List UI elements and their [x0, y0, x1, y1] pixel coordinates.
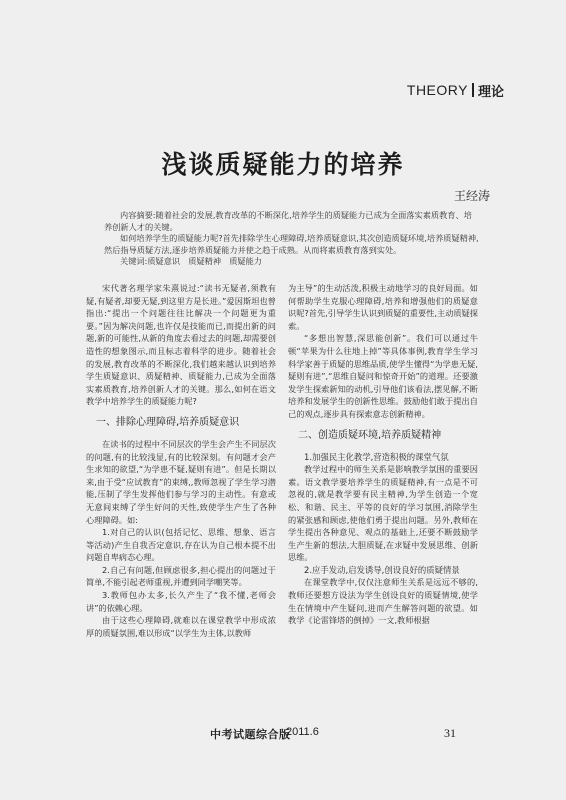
section-divider [472, 83, 474, 97]
section-label-en: THEORY [406, 82, 468, 98]
section-heading-1: 一、排除心理障碍,培养质疑意识 [96, 416, 240, 428]
paragraph: 教学过程中的师生关系是影响教学氛围的重要因素。语文教学要培养学生的质疑精神,有一点是不可忽视的,就是教学要有民主精神,为学生创造一个宽松、和谐、民主、平等的良好的学习氛围,消除学生的紧张感和顾虑,使他们勇于提出问题。另外,教师在学生提出各种意见、观点的基础上,还要不断鼓励学生产生新的想法,大胆质疑,在求疑中发展思维、创新思维。 [288, 464, 478, 563]
section-header [407, 81, 504, 99]
body-column-right [288, 282, 478, 627]
section-heading-2: 二、创造质疑环境,培养质疑精神 [298, 429, 442, 441]
paragraph: 1.对自己的认识(包括记忆、思维、想象、语言等活动)产生自我否定意识,存在认为自己根本提不出问题自卑病态心理。 [86, 527, 276, 563]
paragraph: 2.自己有问题,但顾虑很多,担心提出的问题过于简单,不能引起老师重视,并遭到同学嘲笑等。 [86, 564, 276, 588]
body-column-left [86, 282, 276, 639]
issue-number: 2011.6 [286, 726, 319, 738]
journal-name: 中考试题综合版 [210, 728, 291, 741]
page-number: 31 [444, 726, 456, 740]
article-author: 王经涛 [453, 189, 490, 203]
page-footer [0, 726, 566, 742]
article-title: 浅谈质疑能力的培养 [161, 150, 405, 179]
subheading: 1.加强民主化教学,营造积极的课堂气氛 [304, 451, 449, 462]
paragraph: 3.教师包办太多,长久产生了“我不懂,老师会讲”的依赖心理。 [86, 590, 276, 613]
abstract-block [104, 210, 480, 268]
paragraph: 在读书的过程中不同层次的学生会产生不同层次的问题,有的比较浅显,有的比较深刻。有问题才会产生求知的欲望,“为学患不疑,疑则有进”。但是长期以来,由于受“应试教育”的束缚,,教师忽视了学生学习潜能,压制了学生发挥他们参与学习的主动性。有意或无意间束缚了学生好问的天性,致使学生产生了各种心理障碍。如: [86, 438, 276, 525]
abstract-keywords: 关键词:质疑意识 质疑精神 质疑能力 [120, 256, 262, 267]
abstract-summary: 内容摘要:随着社会的发展,教育改革的不断深化,培养学生的质疑能力已成为全面落实素质教育、培养创新人才的关键。 [104, 210, 472, 232]
paragraph: 为主导”的生动活泼,积极主动地学习的良好局面。如何帮助学生克服心理障碍,培养和增强他们的质疑意识呢?首先,引导学生认识到质疑的重要性,主动质疑探索。 [288, 283, 478, 331]
intro-paragraph: 宋代著名理学家朱熹说过:“读书无疑者,须教有疑,有疑者,却要无疑,到这里方是长进。”爱因斯坦也曾指出:“提出一个问题往往比解决一个问题更为重要。”因为解决问题,也许仅是技能而已,而提出新的问题,新的可能性,从新的角度去看过去的问题,却需要创造性的想象图示,而且标志着科学的进步。随着社会的发展,教育改革的不断深化,我们越来越认识到培养学生质疑意识、质疑精神、质疑能力,已成为全面落实素质教育,培养创新人才的关键。那么,如何在语文教学中培养学生的质疑能力呢? [86, 283, 276, 407]
paragraph: “多想出智慧,深思能创新”。我们可以通过牛顿“苹果为什么往地上掉”等具体事例,教育学生学习科学家善于质疑的思维品质,使学生懂得“为学患无疑,疑则有进”,“思维自疑问和惊奇开始”的道理。还要激发学生探索新知的动机,引导他们该看法,摆见解,不断培养和发展学生的创新性思维。鼓励他们敢于提出自己的观点,逐步具有探索意志创新精神。 [288, 333, 478, 419]
subheading: 2.应手发动,启发诱导,创设良好的质疑情景 [304, 564, 460, 575]
abstract-question: 如何培养学生的质疑能力呢?首先排除学生心理障碍,培养质疑意识,其次创造质疑环境,培养质疑精神,然后指导质疑方法,逐步培养质疑能力并使之趋于成熟。从而将素质教育落到实处。 [104, 233, 479, 255]
paragraph: 由于这些心理障碍,就难以在课堂教学中形成浓厚的质疑氛围,难以形成“以学生为主体,以教师 [86, 615, 276, 638]
paragraph: 在课堂教学中,仅仅注意师生关系是远远不够的,教师还要想方设法为学生创设良好的质疑情境,使学生在情境中产生疑问,进而产生解答问题的欲望。如教学《论雷锋塔的倒掉》一文,教师根据 [288, 577, 478, 626]
section-label-zh: 理论 [477, 84, 504, 100]
